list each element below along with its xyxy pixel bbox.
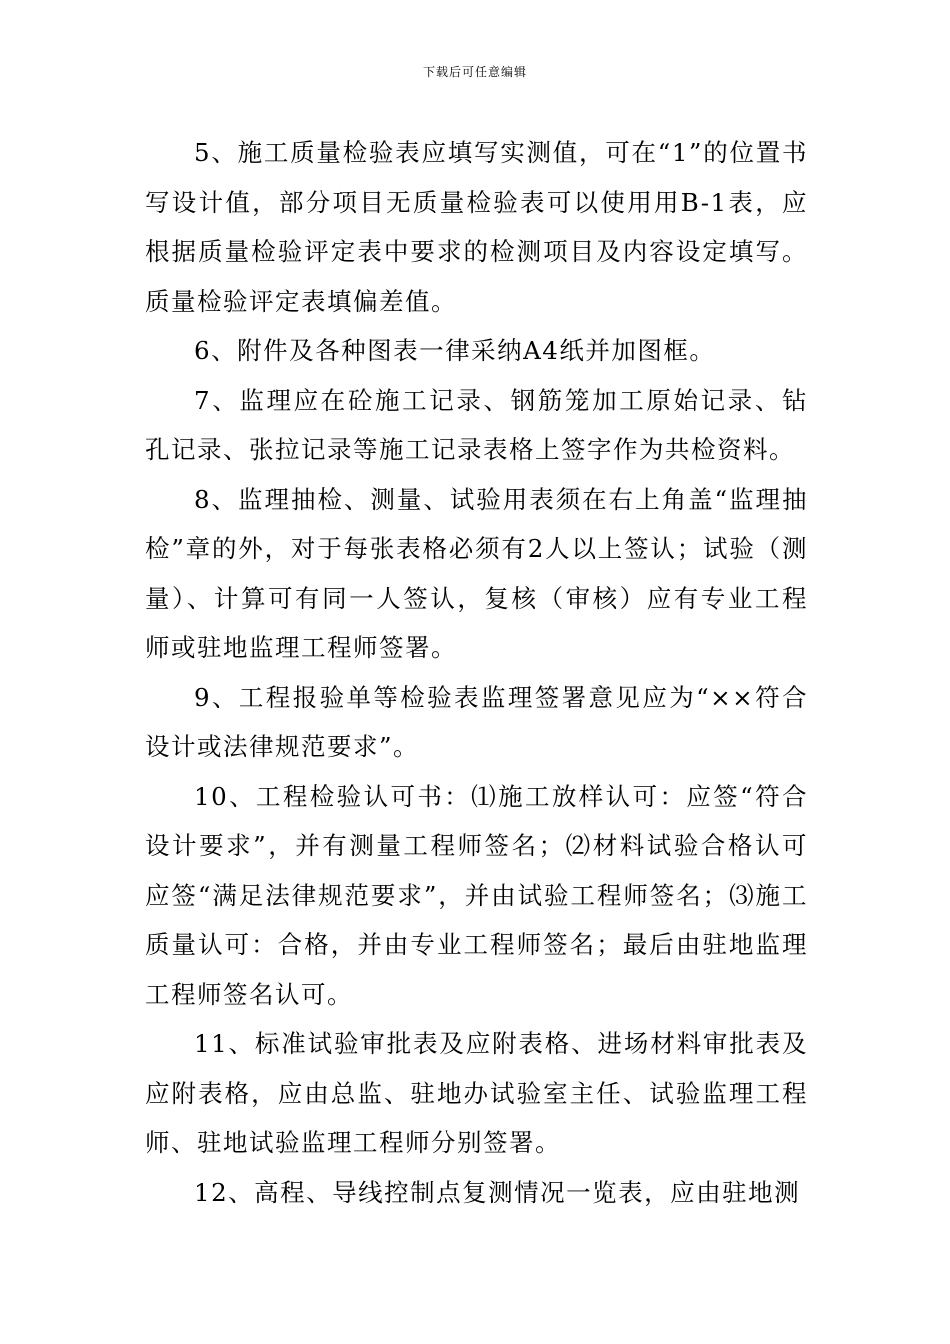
document-body	[145, 128, 808, 1217]
paragraph-item-11: 11、标准试验审批表及应附表格、进场材料审批表及应附表格，应由总监、驻地办试验室主任、试验监理工程师、驻地试验监理工程师分别签署。	[145, 1029, 808, 1157]
paragraph-item-10: 10、工程检验认可书：⑴施工放样认可：应签“符合设计要求”，并有测量工程师签名；⑵材料试验合格认可应签“满足法律规范要求”，并由试验工程师签名；⑶施工质量认可：合格，并由专业工程师签名；最后由驻地监理工程师签名认可。	[145, 781, 808, 1009]
paragraph-item-6: 6、附件及各种图表一律采纳A4纸并加图框。	[194, 336, 716, 365]
paragraph-item-12: 12、高程、导线控制点复测情况一览表，应由驻地测	[194, 1177, 801, 1207]
paragraph-item-8: 8、监理抽检、测量、试验用表须在右上角盖“监理抽检”章的外，对于每张表格必须有2人以上签认；试验（测量）、计算可有同一人签认，复核（审核）应有专业工程师或驻地监理工程师签署。	[145, 484, 808, 662]
paragraph-item-5: 5、施工质量检验表应填写实测值，可在“1”的位置书写设计值，部分项目无质量检验表可以使用用B-1表，应根据质量检验评定表中要求的检测项目及内容设定填写。质量检验评定表填偏差值。	[145, 138, 808, 316]
paragraph-item-9: 9、工程报验单等检验表监理签署意见应为“××符合设计或法律规范要求”。	[145, 682, 808, 761]
page-header: 下载后可任意编辑	[422, 65, 527, 79]
paragraph-item-7: 7、监理应在砼施工记录、钢筋笼加工原始记录、钻孔记录、张拉记录等施工记录表格上签字作为共检资料。	[145, 385, 808, 464]
